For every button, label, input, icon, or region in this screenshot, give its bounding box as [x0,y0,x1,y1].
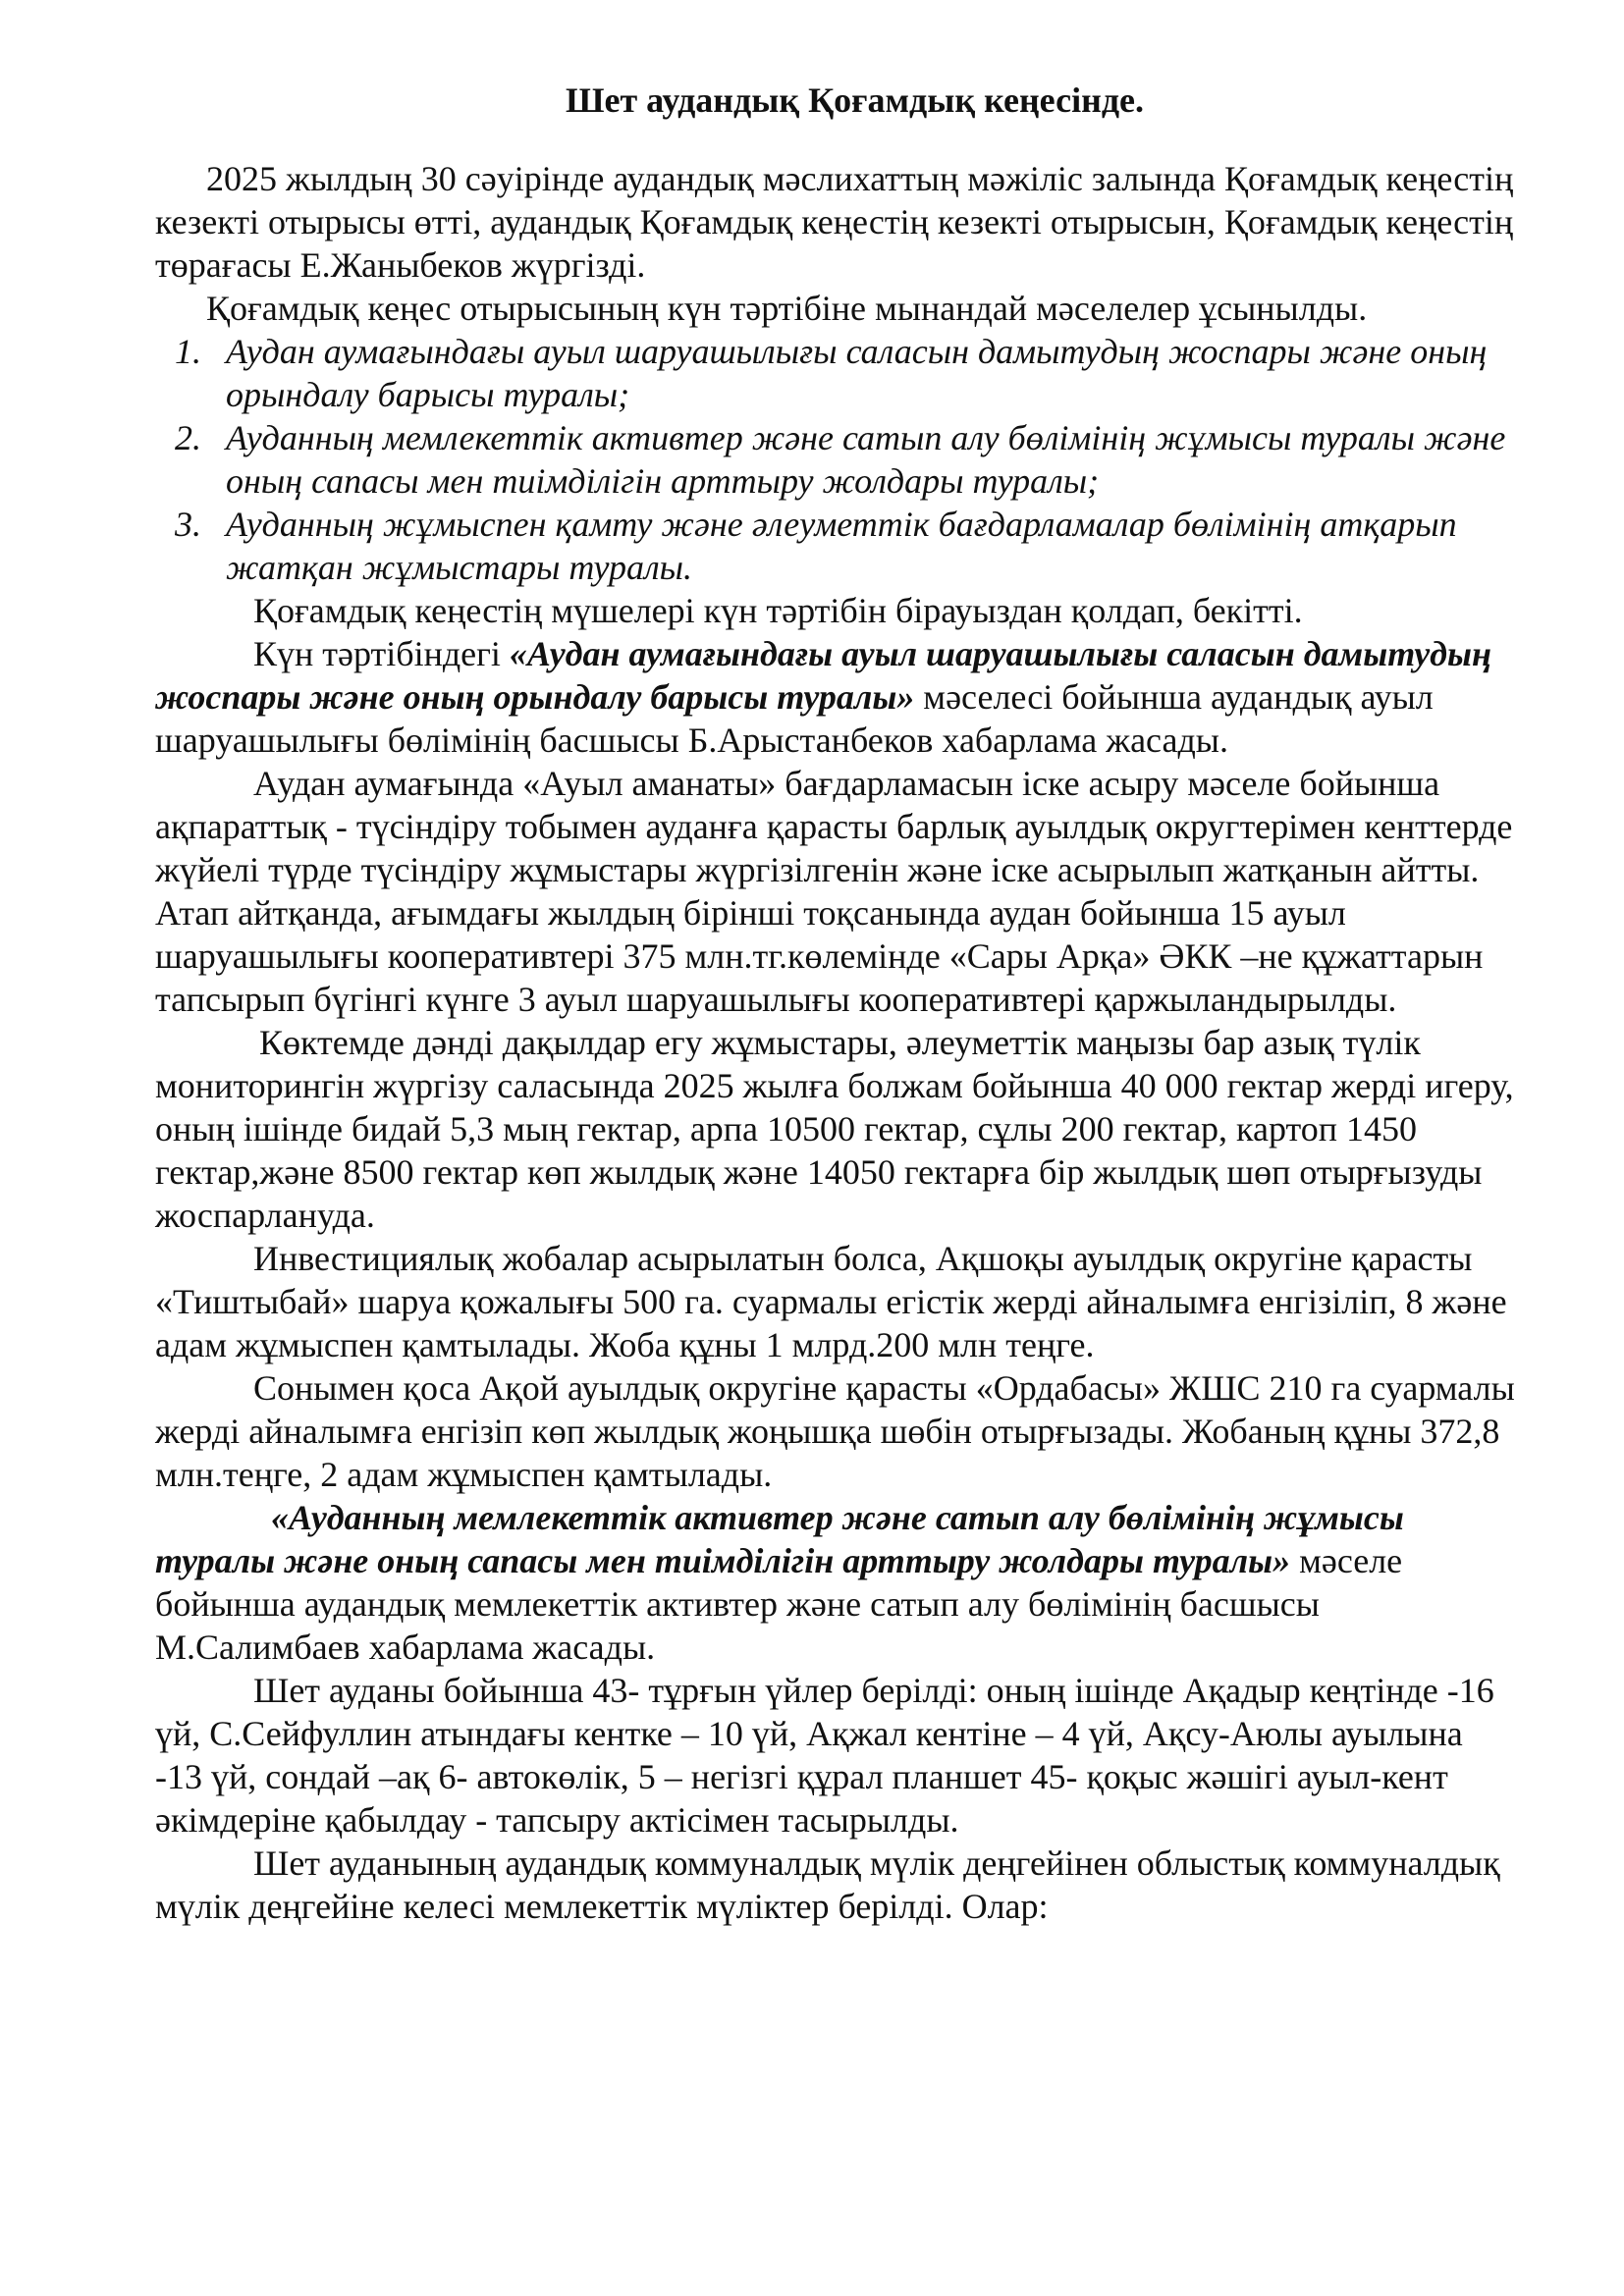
ordabasy-paragraph: Сонымен қоса Ақой ауылдық округіне қарасты «Ордабасы» ЖШС 210 га суармалы жерді айналымға енгізіп көп жылдық жоңышқа шөбін отырғызады. Жобаның құны 372,8 млн.теңге, 2 адам жұмыспен қамтылады. [155,1368,1515,1494]
approved-paragraph: Қоғамдық кеңестің мүшелері күн тәртібін бірауыздан қолдап, бекітті. [253,591,1303,630]
paragraph-text: мәселе бойынша аудандық мемлекеттік активтер және сатып алу бөлімінің басшысы М.Салимбаев хабарлама жасады. [155,1541,1403,1667]
agenda-item [155,416,1515,503]
agenda-topic-emphasis: «Аудан аумағындағы ауыл шаруашылығы саласын дамытудың жоспары және оның орындалу барысы туралы» [155,634,1491,717]
agenda-topic-emphasis: «Ауданның мемлекеттік активтер және сатып алу бөлімінің жұмысы туралы және оның сапасы мен тиімділігін арттыру жолдары туралы» [155,1498,1404,1580]
agenda-item-text: Ауданның жұмыспен қамту және әлеуметтік бағдарламалар бөлімінің атқарып жатқан жұмыстары туралы. [226,505,1457,587]
property-transfer-paragraph: Шет ауданының аудандық коммуналдық мүлік деңгейінен облыстық коммуналдық мүлік деңгейіне келесі мемлекеттік мүліктер берілді. Олар: [155,1843,1500,1926]
agenda-list [155,330,1515,589]
investment-paragraph: Инвестициялық жобалар асырылатын болса, Ақшоқы ауылдық округіне қарасты «Тиштыбай» шаруа қожалығы 500 га. суармалы егістік жерді айналымға енгізіліп, 8 және адам жұмыспен қамтылады. Жоба құны 1 млрд.200 млн теңге. [155,1239,1507,1364]
housing-paragraph: Шет ауданы бойынша 43- тұрғын үйлер берілді: оның ішінде Ақадыр кеңтінде -16 үй, С.Сейфуллин атындағы кентке – 10 үй, Ақжал кентіне – 4 үй, Ақсу-Аюлы ауылына -13 үй, сондай –ақ 6- автокөлік, 5 – негізгі құрал планшет 45- қоқыс жәшігі ауыл-кент әкімдеріне қабылдау - тапсыру актісімен тасырылды. [155,1671,1494,1840]
agenda-item-1-report-paragraph [155,632,1515,762]
paragraph-text: мәселесі бойынша аудандық ауыл шаруашылығы бөлімінің басшысы Б.Арыстанбеков хабарлама жасады. [155,677,1434,760]
agenda-intro: Қоғамдық кеңес отырысының күн тәртібіне мынандай мәселелер ұсынылды. [206,289,1368,328]
agenda-item-number: 2. [175,418,201,457]
sowing-paragraph: Көктемде дәнді дақылдар егу жұмыстары, әлеуметтік маңызы бар азық түлік мониторингін жүргізу саласында 2025 жылға болжам бойынша 40 000 гектар жерді игеру, оның ішінде бидай 5,3 мың гектар, арпа 10500 гектар, сұлы 200 гектар, картоп 1450 гектар,және 8500 гектар көп жылдық және 14050 гектарға бір жылдық шөп отырғызуды жоспарлануда. [155,1023,1514,1235]
agenda-item [155,503,1515,589]
auyl-amanaty-paragraph: Аудан аумағында «Ауыл аманаты» бағдарламасын іске асыру мәселе бойынша ақпараттық - түсіндіру тобымен ауданға қарасты барлық ауылдық округтерімен кенттерде жүйелі түрде түсіндіру жұмыстары жүргізілгенін және іске асырылып жатқанын айтты. Атап айтқанда, ағымдағы жылдың бірінші тоқсанында аудан бойынша 15 ауыл шаруашылығы кооперативтері 375 млн.тг.көлемінде «Сары Арқа» ӘКК –не құжаттарын тапсырып бүгінгі күнге 3 ауыл шаруашылығы кооперативтері қаржыландырылды. [155,764,1513,1019]
agenda-item-number: 3. [175,505,201,544]
agenda-item-2-report-paragraph [155,1496,1515,1669]
intro-paragraph: 2025 жылдың 30 сәуірінде аудандық мәслихаттың мәжіліс залында Қоғамдық кеңестің кезекті отырысы өтті, аудандық Қоғамдық кеңестің кезекті отырысын, Қоғамдық кеңестің төрағасы Е.Жаныбеков жүргізді. [155,159,1514,285]
agenda-item-text: Ауданның мемлекеттік активтер және сатып алу бөлімінің жұмысы туралы және оның сапасы мен тиімділігін арттыру жолдары туралы; [226,418,1506,501]
agenda-item-number: 1. [175,332,201,371]
document-body [155,79,1515,1928]
paragraph-text: Күн тәртібіндегі [253,634,510,673]
document-title: Шет аудандық Қоғамдық кеңесінде. [565,80,1145,120]
agenda-item [155,330,1515,416]
agenda-item-text: Аудан аумағындағы ауыл шаруашылығы саласын дамытудың жоспары және оның орындалу барысы туралы; [226,332,1488,414]
